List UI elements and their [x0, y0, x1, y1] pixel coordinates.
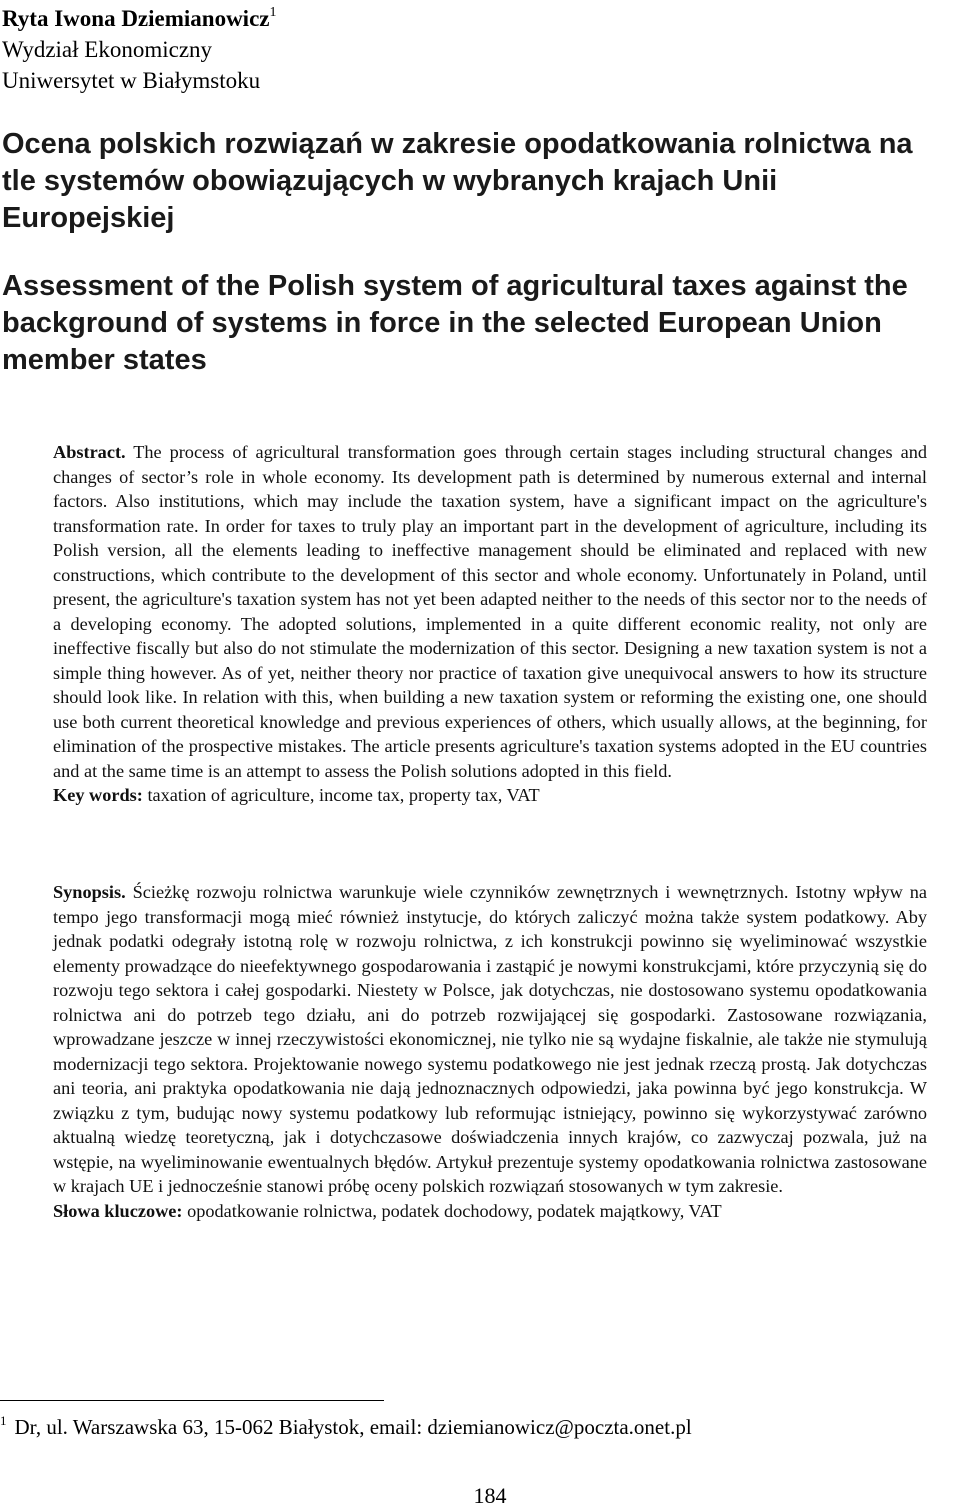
abstract-label: Abstract. — [53, 442, 126, 462]
author-footnote-ref[interactable]: 1 — [269, 5, 277, 20]
abstract-text: The process of agricultural transformation goes through certain stages including structural changes and changes of sector’s role in whole economy. Its development path is determined by numerous external and internal factors. Also institutions, which may include the taxation system, have a significant impact on the agriculture's transformation rate. In order for taxes to truly play an important part in the development of agriculture, including its Polish version, all the elements leading to ineffective management should be eliminated and replaced with new constructions, which contribute to the development of this sector and whole economy. Unfortunately in Poland, until present, the agriculture's taxation system has not yet been adapted neither to the needs of this sector nor to the needs of a developing economy. The adopted solutions, implemented in a quite different economic reality, not only are ineffective fiscally but also do not stimulate the modernization of this sector. Designing a new taxation system is not a simple thing however. As of yet, neither theory nor practice of taxation give unequivocal answers to how its structure should look like. In relation with this, when building a new taxation system or reforming the existing one, one should use both current theoretical knowledge and previous experiences of others, which usually allows, at the beginning, for elimination of the prospective mistakes. The article presents agriculture's taxation systems adopted in the EU countries and at the same time is an attempt to assess the Polish solutions adopted in this field. — [53, 442, 927, 781]
synopsis-section — [53, 880, 927, 1223]
synopsis-text: Ścieżkę rozwoju rolnictwa warunkuje wiele czynników zewnętrznych i wewnętrznych. Istotny wpływ na tempo jego transformacji mogą mieć również instytucje, do których zaliczyć można także system podatkowy. Aby jednak podatki odegrały istotną rolę w rozwoju rolnictwa, z ich konstrukcji powinno się wyeliminować wszystkie elementy prowadzące do nieefektywnego gospodarowania i zastąpić je nowymi konstrukcjami, które przyczynią się do rozwoju tego sektora i całej gospodarki. Niestety w Polsce, jak dotychczas, nie dostosowano systemu opodatkowania rolnictwa ani do potrzeb tego działu, ani do potrzeb rozwijającej się gospodarki. Zastosowane rozwiązania, wprowadzane jeszcze w innej rzeczywistości ekonomicznej, nie tylko nie są wydajne fiskalnie, ale także nie stymulują modernizacji tego sektora. Projektowanie nowego systemu podatkowego nie jest jednak rzeczą prostą. Jak dotychczas ani teoria, ani praktyka opodatkowania nie dają jednoznacznych odpowiedzi, jaka powinna być jego konstrukcja. W związku z tym, budując nowy systemu podatkowy lub reformując istniejący, powinno się wykorzystywać zarówno aktualną wiedzę teoretyczną, jak i dotychczasowe doświadczenia innych krajów, co zazwyczaj pozwala, już na wstępie, na wyeliminowanie ewentualnych błędów. Artykuł prezentuje systemy opodatkowania rolnictwa zastosowane w krajach UE i jednocześnie stanowi próbę oceny polskich rozwiązań stosowanych w tym zakresie. — [53, 882, 927, 1196]
author-university: Uniwersytet w Białymstoku — [2, 68, 261, 93]
synopsis-keywords — [53, 1199, 927, 1224]
slowa-kluczowe-label: Słowa kluczowe: — [53, 1200, 183, 1221]
abstract-paragraph — [53, 440, 927, 783]
footnote-divider — [0, 1400, 384, 1401]
author-department: Wydział Ekonomiczny — [2, 37, 213, 62]
author-block — [2, 3, 277, 96]
footnote-ref: 1 — [0, 1413, 7, 1428]
slowa-kluczowe-text: opodatkowanie rolnictwa, podatek dochodowy, podatek majątkowy, VAT — [187, 1200, 722, 1221]
synopsis-paragraph — [53, 880, 927, 1199]
footnote-text: Dr, ul. Warszawska 63, 15-062 Białystok, email: dziemianowicz@poczta.onet.pl — [14, 1415, 692, 1439]
page-number: 184 — [473, 1483, 507, 1508]
title-polish: Ocena polskich rozwiązań w zakresie opodatkowania rolnictwa na tle systemów obowiązujących w wybranych krajach Unii Europejskiej — [2, 128, 913, 234]
keywords-label: Key words: — [53, 785, 143, 805]
abstract-section — [53, 440, 927, 808]
synopsis-label: Synopsis. — [53, 882, 126, 902]
keywords-text: taxation of agriculture, income tax, property tax, VAT — [147, 785, 540, 805]
author-name — [2, 3, 277, 34]
abstract-keywords — [53, 783, 927, 808]
footnote — [0, 1413, 692, 1441]
author-name-text: Ryta Iwona Dziemianowicz — [2, 6, 270, 31]
title-english: Assessment of the Polish system of agricultural taxes against the background of systems in force in the selected European Union member states — [2, 270, 908, 376]
